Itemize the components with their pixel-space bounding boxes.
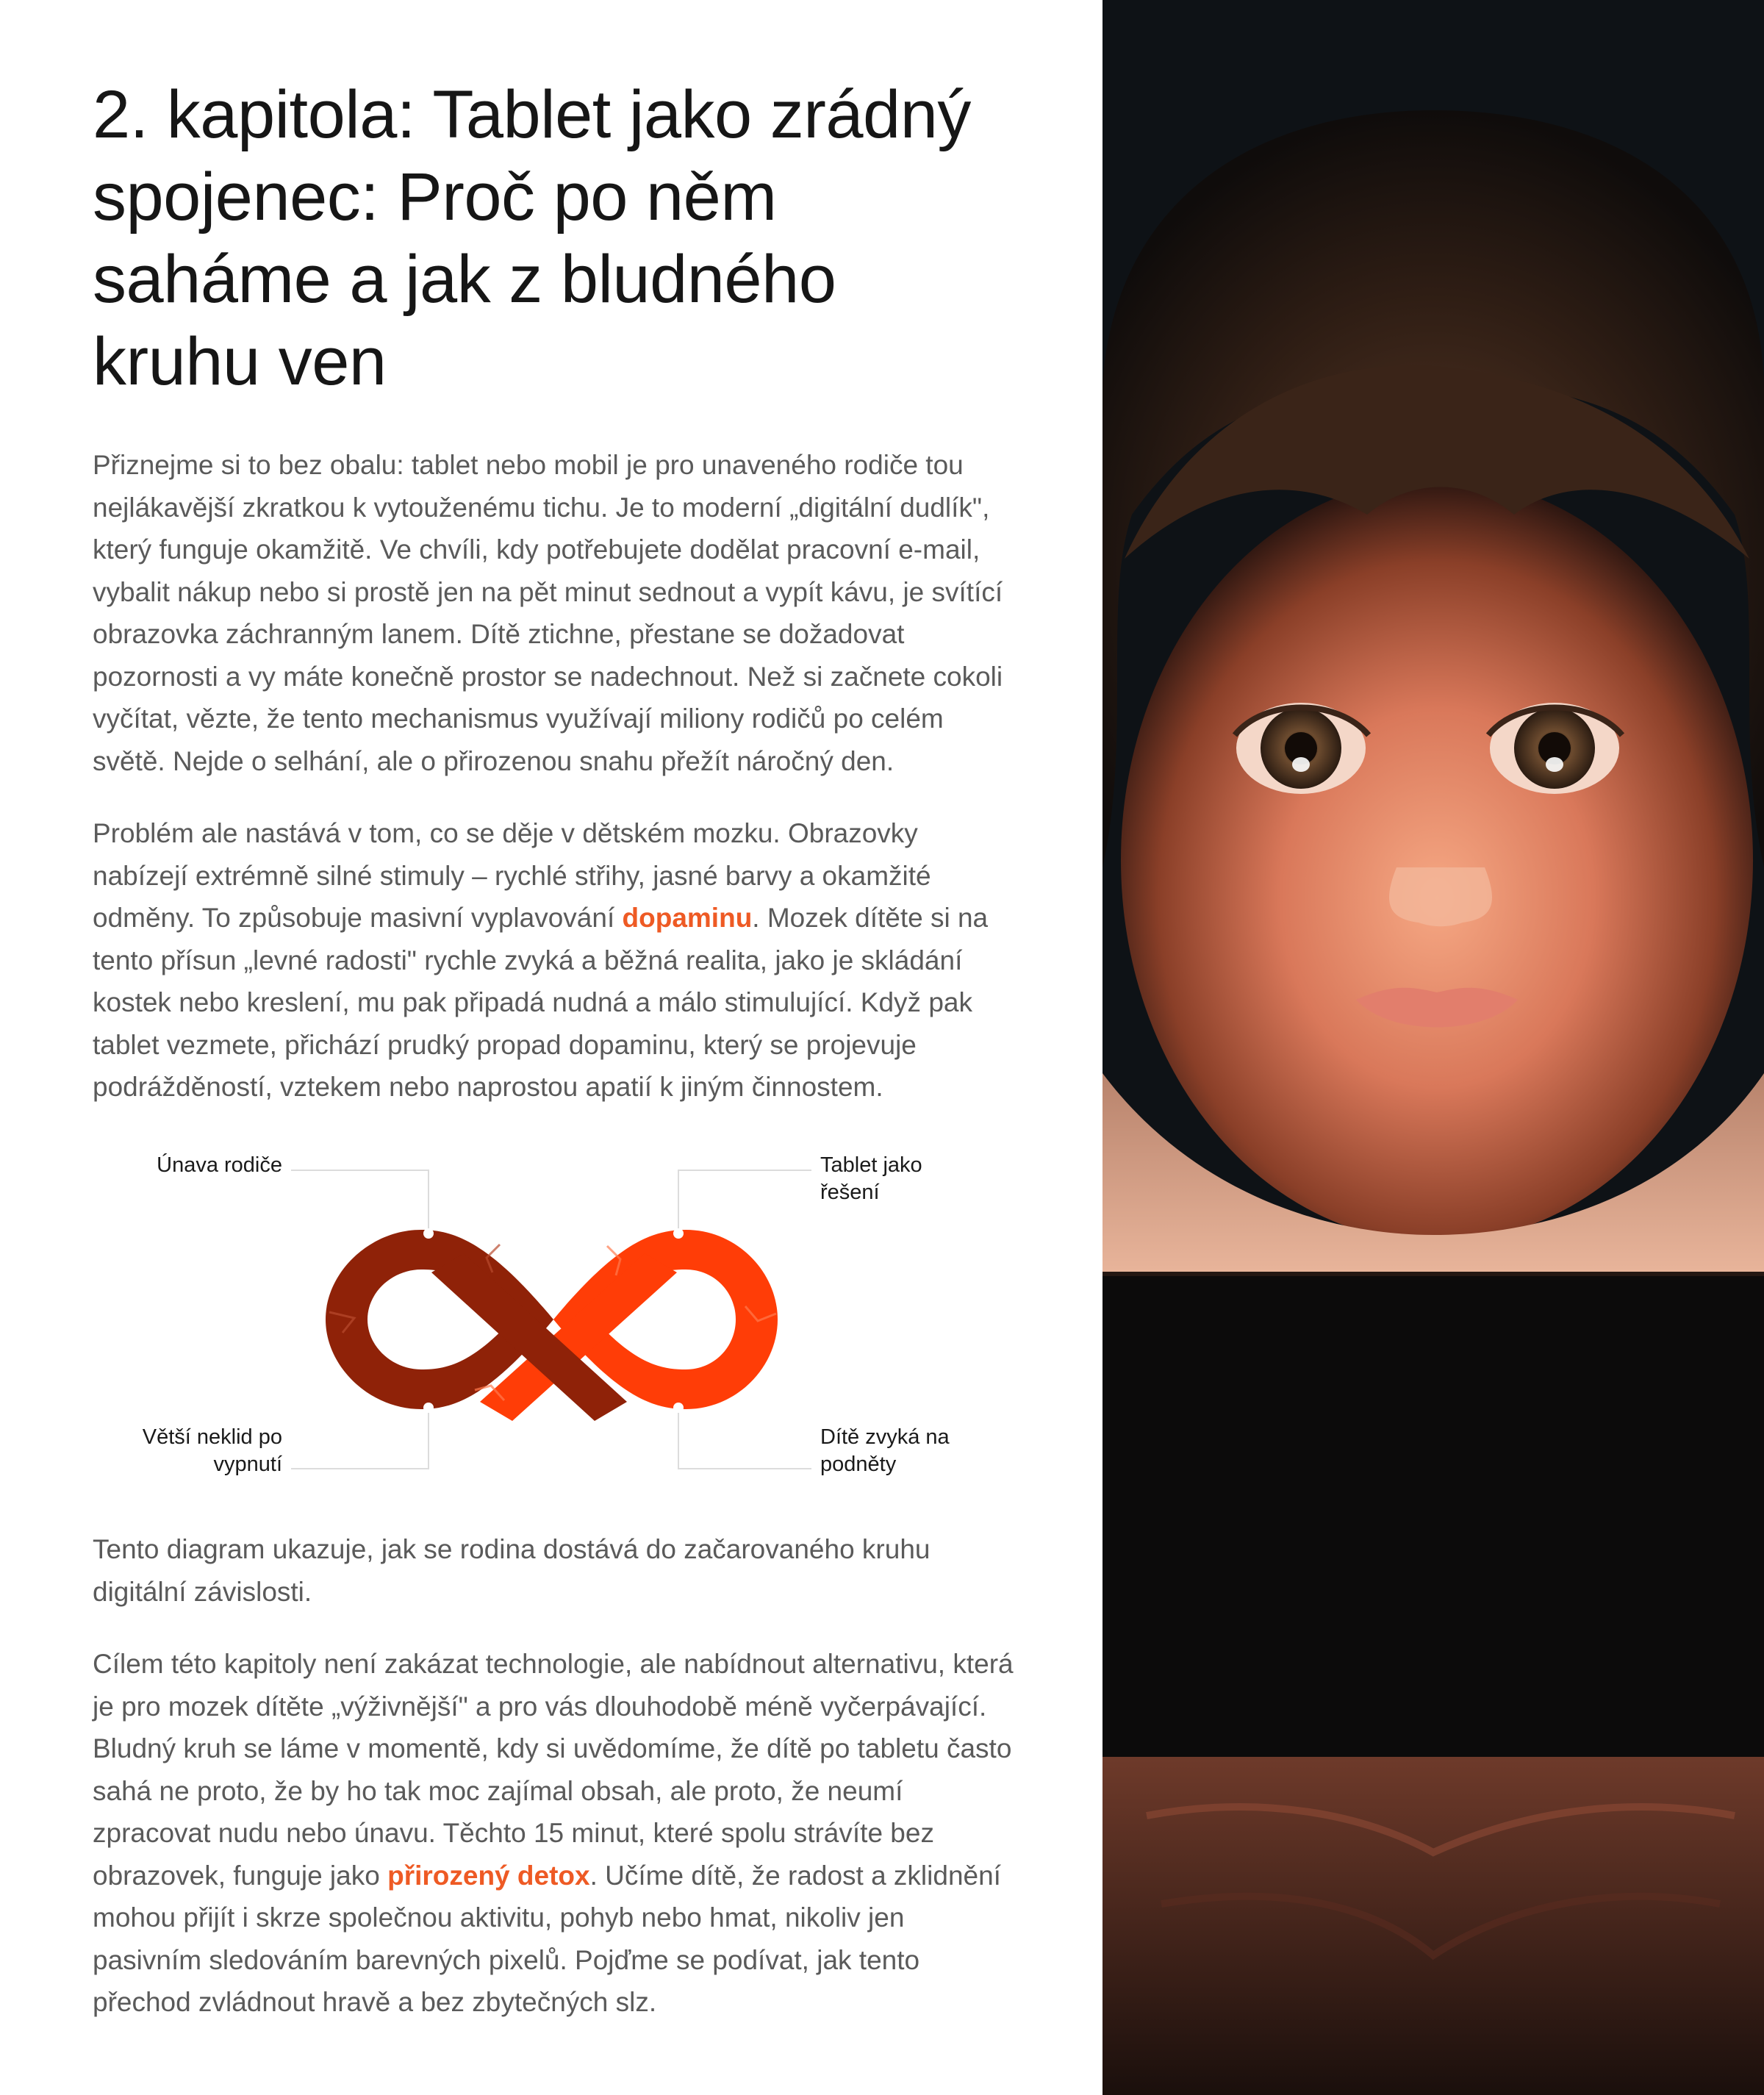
connector-line-top-right: [678, 1170, 811, 1233]
highlight-detox: přirozený detox: [387, 1860, 590, 1891]
tablet: [1102, 1272, 1764, 1757]
diagram-label-stimuli-habit: Dítě zvyká na podněty: [820, 1425, 950, 1476]
chapter-title: 2. kapitola: Tablet jako zrádný spojenec: Proč po něm saháme a jak z bludného kruhu ven: [93, 77, 971, 399]
diagram-label-tablet-solution: Tablet jako řešení: [820, 1153, 922, 1204]
paragraph-detox-text-b: . Učíme dítě, že radost a zklidnění mohou přijít i skrze společnou aktivitu, pohyb nebo hmat, nikoliv jen pasivním sledováním barevných pixelů. Pojďme se podívat, jak tento přechod zvládnout hravě a bez zbytečných slz.: [93, 1860, 1001, 2017]
cycle-point-bottom-left: [423, 1403, 434, 1413]
connector-line-bottom-right: [678, 1408, 811, 1469]
paragraph-detox: [93, 1643, 1019, 2024]
paragraph-dopamine-text-a: Problém ale nastává v tom, co se děje v dětském mozku. Obrazovky nabízejí extrémně silné stimuly – rychlé střihy, jasné barvy a okamžité odměny. To způsobuje masivní vyplavování: [93, 818, 931, 933]
nose: [1389, 867, 1492, 926]
infinity-cycle-diagram: [93, 1136, 1011, 1496]
cycle-point-bottom-right: [673, 1403, 684, 1413]
paragraph-intro: Přiznejme si to bez obalu: tablet nebo mobil je pro unaveného rodiče tou nejlákavější zkratkou k vytouženému tichu. Je to moderní „digitální dudlík", který funguje okamžitě. Ve chvíli, kdy potřebujete dodělat pracovní e-mail, vybalit nákup nebo si prostě jen na pět minut sednout a vypít kávu, je svítící obrazovka záchranným lanem. Dítě ztichne, přestane se dožadovat pozornosti a vy máte konečně prostor se nadechnout. Než si začnete cokoli vyčítat, vězte, že tento mechanismus využívají miliony rodičů po celém světě. Nejde o selhání, ale o přirozenou snahu přežít náročný den.: [93, 450, 1003, 776]
photo-panel: [1102, 0, 1764, 2095]
diagram-label-parent-fatigue: Únava rodiče: [157, 1153, 282, 1177]
highlight-dopamine: dopaminu: [622, 903, 753, 933]
connector-line-bottom-left: [291, 1408, 429, 1469]
face: [1121, 478, 1753, 1242]
paragraph-dopamine: [93, 812, 1019, 1109]
connector-line-top-left: [291, 1170, 429, 1233]
cycle-point-top-right: [673, 1228, 684, 1239]
cycle-point-top-left: [423, 1228, 434, 1239]
paragraph-detox-text-a: Cílem této kapitoly není zakázat technologie, ale nabídnout alternativu, která je pro mozek dítěte „výživnější" a pro vás dlouhodobě méně vyčerpávající. Bludný kruh se láme v momentě, kdy si uvědomíme, že dítě po tabletu často sahá ne proto, že by ho tak moc zajímal obsah, ale proto, že neumí zpracovat nudu nebo únavu. Těchto 15 minut, které spolu strávíte bez obrazovek, funguje jako: [93, 1649, 1014, 1891]
paragraph-dopamine-text-b: . Mozek dítěte si na tento přísun „levné radosti" rychle zvyká a běžná realita, jako je skládání kostek nebo kreslení, mu pak připadá nudná a málo stimulující. Když pak tablet vezmete, přichází prudký propad dopaminu, který se projevuje podrážděností, vztekem nebo naprostou apatií k jiným činnostem.: [93, 903, 989, 1102]
child-tablet-photo: [1102, 0, 1764, 2095]
diagram-label-restlessness: Větší neklid po vypnutí: [142, 1425, 282, 1476]
paragraph-diagram-caption: Tento diagram ukazuje, jak se rodina dostává do začarovaného kruhu digitální závislosti.: [93, 1534, 931, 1607]
